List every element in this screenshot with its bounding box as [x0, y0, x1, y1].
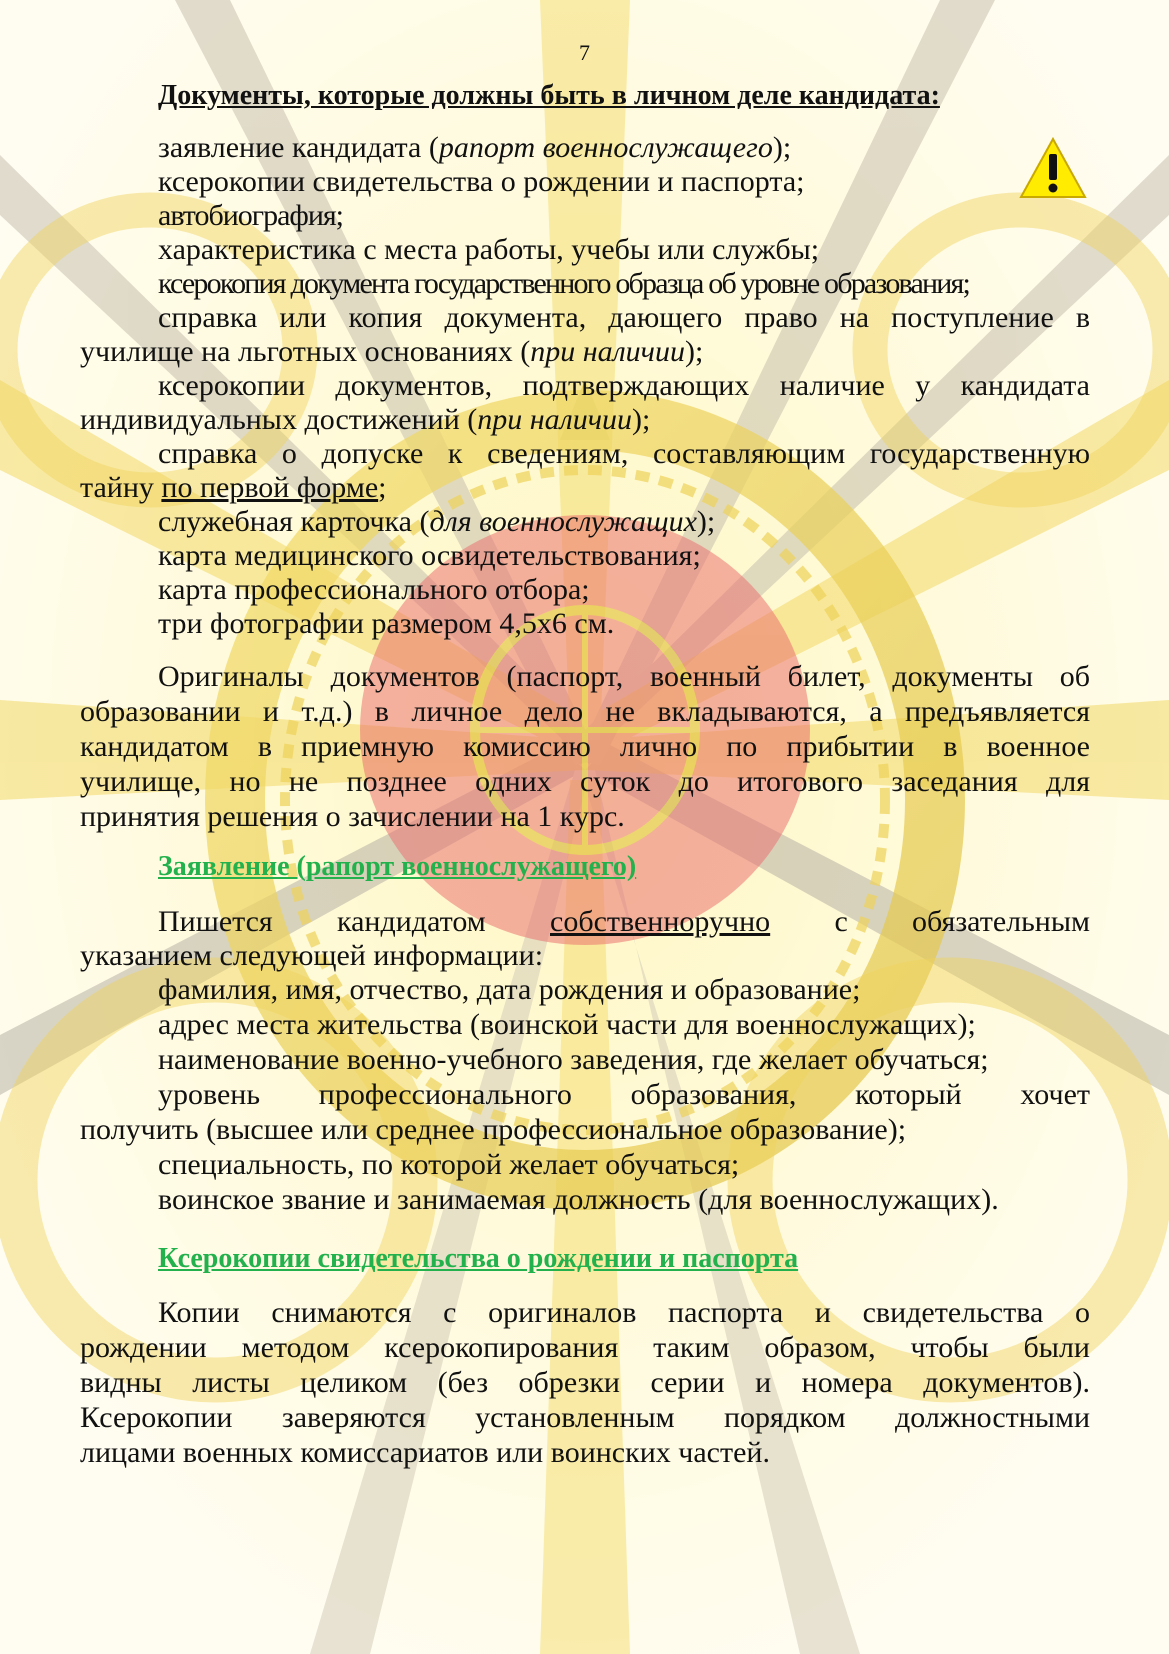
list-item: воинское звание и занимаемая должность (для военнослужащих).	[158, 1183, 999, 1216]
paragraph-line: кандидатом в приемную комиссию лично по прибытии в военное	[80, 730, 1090, 763]
list-item: карта медицинского освидетельствования;	[158, 539, 701, 572]
paragraph-line: Ксерокопии заверяются установленным порядком должностными	[80, 1401, 1090, 1434]
list-item-continued: тайну по первой форме;	[80, 471, 387, 504]
list-item-continued: получить (высшее или среднее профессиональное образование);	[80, 1113, 907, 1146]
paragraph-line: указанием следующей информации:	[80, 939, 544, 972]
list-item: специальность, по которой желает обучаться;	[158, 1148, 740, 1181]
paragraph-line: рождении методом ксерокопирования таким образом, чтобы были	[80, 1331, 1090, 1364]
list-item: карта профессионального отбора;	[158, 573, 590, 606]
section-heading: Заявление (рапорт военнослужащего)	[158, 851, 637, 882]
list-item: ксерокопия документа государственного образца об уровне образования;	[158, 267, 970, 300]
list-item: ксерокопии свидетельства о рождении и паспорта;	[158, 165, 805, 198]
list-item: автобиография;	[158, 199, 344, 232]
list-item: фамилия, имя, отчество, дата рождения и образование;	[158, 973, 861, 1006]
page-number: 7	[579, 40, 590, 65]
list-item: адрес места жительства (воинской части для военнослужащих);	[158, 1008, 976, 1041]
list-item: ксерокопии документов, подтверждающих наличие у кандидата	[158, 369, 1090, 402]
list-item: справка о допуске к сведениям, составляющим государственную	[158, 437, 1090, 470]
section-heading: Ксерокопии свидетельства о рождении и паспорта	[158, 1243, 799, 1274]
list-item: наименование военно-учебного заведения, где желает обучаться;	[158, 1043, 989, 1076]
paragraph-line: видны листы целиком (без обрезки серии и номера документов).	[80, 1366, 1090, 1399]
list-item: служебная карточка (для военнослужащих);	[158, 505, 716, 538]
list-item: характеристика с места работы, учебы или службы;	[158, 233, 820, 266]
list-item-continued: индивидуальных достижений (при наличии);	[80, 403, 651, 436]
paragraph-line: Пишется кандидатом собственноручно с обязательным	[158, 905, 1090, 938]
paragraph-line: образовании и т.д.) в личное дело не вкладываются, а предъявляется	[80, 695, 1090, 728]
paragraph-line: лицами военных комиссариатов или воинских частей.	[80, 1436, 770, 1469]
list-item-continued: училище на льготных основаниях (при наличии);	[80, 335, 704, 368]
list-item: заявление кандидата (рапорт военнослужащего);	[158, 131, 792, 164]
paragraph-line: принятия решения о зачислении на 1 курс.	[80, 800, 625, 833]
paragraph-line: училище, но не позднее одних суток до итогового заседания для	[80, 765, 1090, 798]
list-item: три фотографии размером 4,5х6 см.	[158, 607, 615, 640]
paragraph-line: Оригиналы документов (паспорт, военный билет, документы об	[158, 660, 1090, 693]
paragraph-line: Копии снимаются с оригиналов паспорта и свидетельства о	[158, 1296, 1090, 1329]
list-item: уровень профессионального образования, который хочет	[158, 1078, 1090, 1111]
list-item: справка или копия документа, дающего право на поступление в	[158, 301, 1090, 334]
warning-triangle-icon	[1018, 136, 1088, 200]
page-title: Документы, которые должны быть в личном деле кандидата:	[158, 80, 940, 111]
